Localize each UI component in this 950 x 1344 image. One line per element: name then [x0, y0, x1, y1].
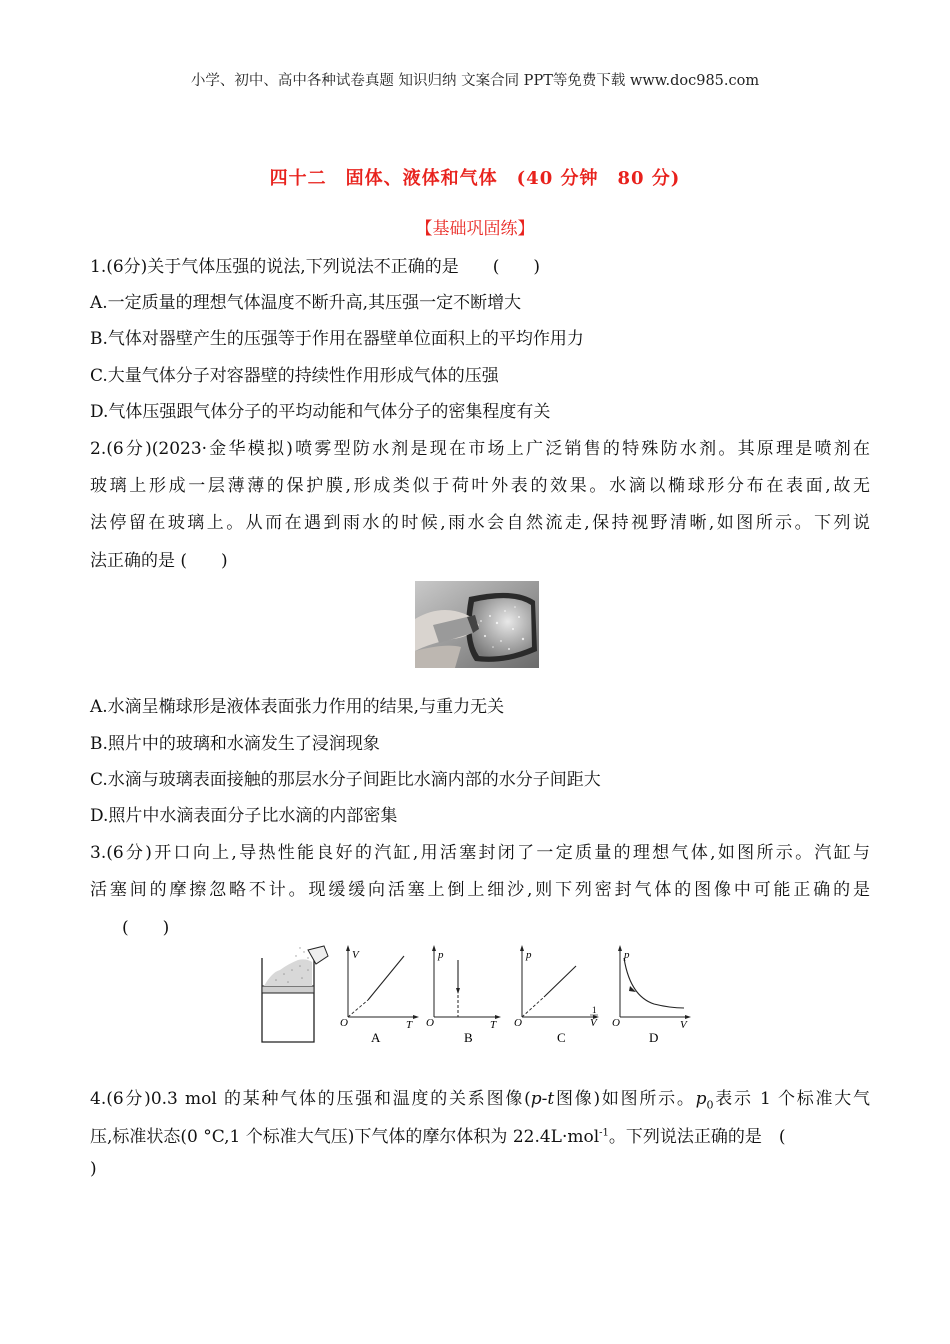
graph-a-origin: O	[340, 1017, 348, 1029]
graph-d-origin: O	[612, 1017, 620, 1029]
q4-p0-symbol: p	[695, 1089, 707, 1109]
q4-stem-line2	[90, 1122, 870, 1147]
q4-line2-part-b: 。下列说法正确的是 (	[608, 1127, 786, 1147]
graph-c-x-label-numerator: 1	[592, 1005, 597, 1015]
q2-stem-line3: 法停留在玻璃上。从而在遇到雨水的时候,雨水会自然流走,保持视野清晰,如图所示。下列说	[90, 513, 870, 533]
q2-stem-line1: 2.(6分)(2023·金华模拟)喷雾型防水剂是现在市场上广泛销售的特殊防水剂。其原理是喷剂在	[90, 439, 870, 459]
graph-b	[426, 945, 501, 1045]
q1-stem: 1.(6分)关于气体压强的说法,下列说法不正确的是 ( )	[90, 257, 540, 277]
graph-c-caption: C	[557, 1030, 566, 1045]
graph-a-x-label: T	[406, 1019, 413, 1031]
graph-c-y-label: p	[526, 949, 532, 961]
q4-line1-p: p	[530, 1089, 542, 1109]
graph-a	[340, 945, 419, 1045]
page-header: 小学、初中、高中各种试卷真题 知识归纳 文案合同 PPT等免费下载 www.doc985.com	[190, 73, 760, 89]
q1-option-d: D.气体压强跟气体分子的平均动能和气体分子的密集程度有关	[90, 402, 551, 422]
q4-line1-part-b: 图像)如图所示。	[554, 1089, 696, 1109]
q1-option-b: B.气体对器壁产生的压强等于作用在器壁单位面积上的平均作用力	[90, 329, 584, 349]
graph-b-y-label: p	[438, 949, 444, 961]
graph-d-caption: D	[649, 1030, 659, 1045]
q3-answer-bracket: ( )	[122, 918, 170, 938]
graph-d-x-label: V	[680, 1019, 687, 1031]
graph-a-caption: A	[371, 1030, 381, 1045]
q4-line1-t: t	[547, 1089, 555, 1109]
q4-p0-subscript: 0	[706, 1098, 714, 1112]
q2-option-c: C.水滴与玻璃表面接触的那层水分子间距比水滴内部的水分子间距大	[90, 770, 601, 790]
q4-line2-superscript: -1	[599, 1127, 609, 1139]
section-heading: 【基础巩固练】	[415, 219, 535, 239]
q3-figure	[258, 942, 698, 1050]
q4-line1-part-a: 4.(6分)0.3 mol 的某种气体的压强和温度的关系图像(	[90, 1089, 531, 1109]
graph-d	[612, 945, 691, 1045]
graph-b-origin: O	[426, 1017, 434, 1029]
graph-c-x-label: V	[590, 1017, 597, 1029]
graph-c-origin: O	[514, 1017, 522, 1029]
q4-line1-part-c: 表示 1 个标准大气	[713, 1089, 870, 1109]
q1-option-a: A.一定质量的理想气体温度不断升高,其压强一定不断增大	[90, 293, 522, 313]
q4-stem-line3: )	[90, 1159, 97, 1179]
q2-stem-line4: 法正确的是 ( )	[90, 551, 228, 571]
q4-line2-part-a: 压,标准状态(0 °C,1 个标准大气压)下气体的摩尔体积为 22.4L·mol	[90, 1127, 600, 1147]
q1-option-c: C.大量气体分子对容器壁的持续性作用形成气体的压强	[90, 366, 499, 386]
graph-b-caption: B	[464, 1030, 473, 1045]
cylinder-diagram	[262, 946, 328, 1042]
q2-stem-line2: 玻璃上形成一层薄薄的保护膜,形成类似于荷叶外表的效果。水滴以椭球形分布在表面,故无	[90, 476, 870, 496]
page-title: 四十二 固体、液体和气体 (40 分钟 80 分)	[269, 168, 681, 189]
q3-stem-line1: 3.(6分)开口向上,导热性能良好的汽缸,用活塞封闭了一定质量的理想气体,如图所示。汽缸与	[90, 843, 870, 863]
q4-stem-line1: 4.(6分)0.3 mol 的某种气体的压强和温度的关系图像(p-t图像)如图所示。$p_0$表示 1 个标准大气	[90, 1089, 870, 1112]
graph-a-y-label: V	[352, 949, 359, 961]
graph-b-x-label: T	[490, 1019, 497, 1031]
q3-stem-line2: 活塞间的摩擦忽略不计。现缓缓向活塞上倒上细沙,则下列密封气体的图像中可能正确的是	[90, 880, 870, 900]
q2-photo-mirror-spray	[415, 581, 539, 668]
q2-option-a: A.水滴呈椭球形是液体表面张力作用的结果,与重力无关	[90, 697, 505, 717]
graph-c	[514, 945, 599, 1045]
q2-option-d: D.照片中水滴表面分子比水滴的内部密集	[90, 806, 398, 826]
graph-d-y-label: p	[624, 949, 630, 961]
q2-option-b: B.照片中的玻璃和水滴发生了浸润现象	[90, 734, 380, 754]
